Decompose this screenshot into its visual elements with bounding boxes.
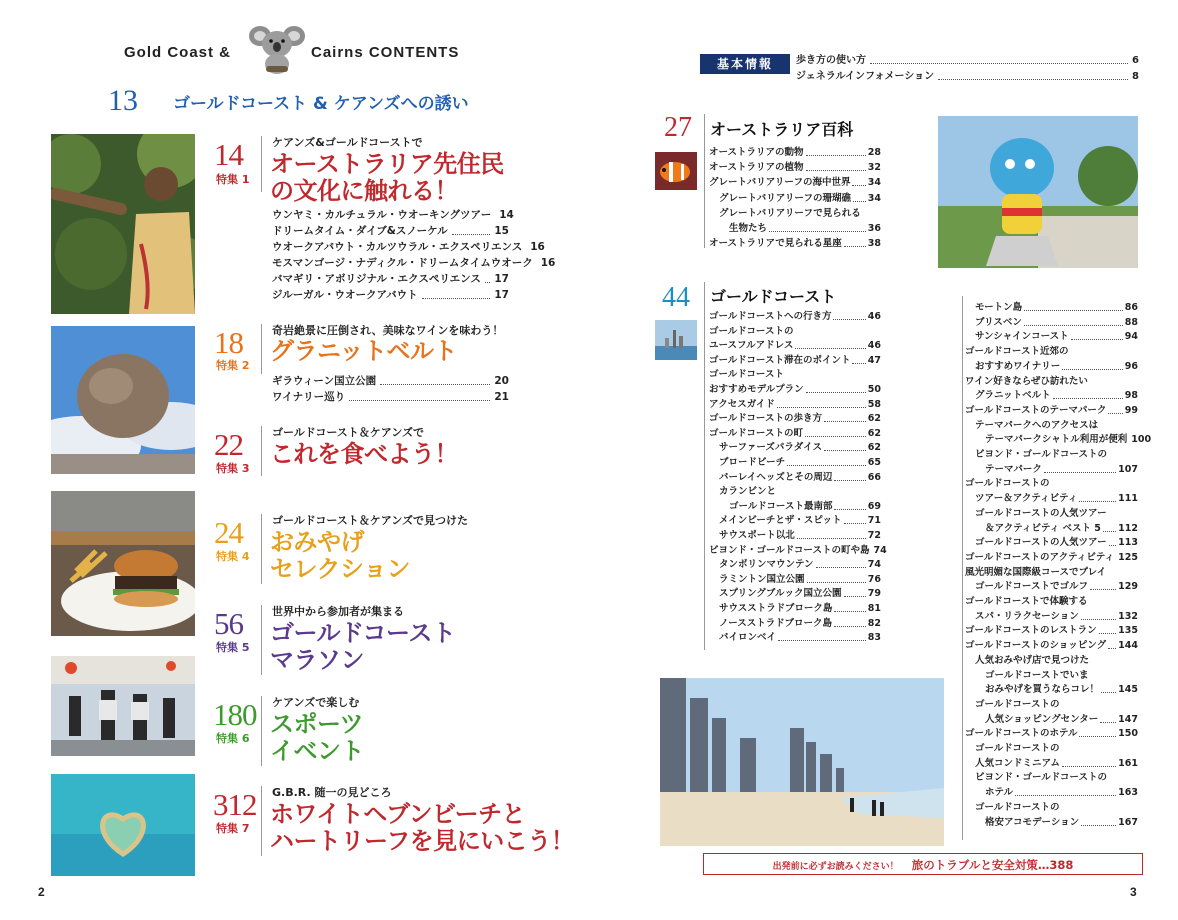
toc-entry-label: ビヨンド・ゴールドコーストの町や島	[709, 544, 870, 556]
feature-3-number: 22	[214, 427, 243, 462]
toc-entry[interactable]	[965, 344, 1138, 359]
toc-entry[interactable]	[965, 374, 1138, 389]
feature-7-title-line-1: ホワイトヘブンビーチと	[270, 800, 526, 828]
feature-6-subtitle: ケアンズで楽しむ	[272, 696, 360, 709]
feature-3-title-line-1: これを食べよう！	[270, 440, 458, 468]
koala-illustration	[246, 22, 308, 74]
header-title-right: Cairns CONTENTS	[311, 44, 460, 61]
toc-entry[interactable]	[985, 785, 1138, 800]
toc-entry-label: スパ・リラクセーション	[975, 610, 1079, 622]
toc-entry-label: 風光明媚な国際級コースでプレイ	[965, 566, 1107, 578]
toc-entry[interactable]	[719, 470, 881, 485]
photo-mascot	[938, 116, 1138, 268]
feature-2-item-label: ギラウィーン国立公園	[272, 375, 377, 387]
feature-5-number: 56	[214, 606, 243, 641]
feature-6-title-line-1: スポーツ	[270, 710, 364, 738]
toc-entry-page: 107	[1118, 463, 1138, 475]
feature-3-divider	[261, 426, 262, 476]
feature-1-item[interactable]	[272, 288, 509, 303]
feature-5-title-line-1: ゴールドコースト	[270, 619, 456, 647]
toc-entry-page: 50	[867, 384, 881, 395]
toc-entry-label: テーマパークシャトル利用が便利	[985, 434, 1128, 446]
toc-entry[interactable]	[709, 397, 881, 412]
toc-entry[interactable]	[975, 418, 1138, 433]
toc-entry-label: おすすめモデルプラン	[709, 384, 804, 395]
toc-entry[interactable]	[985, 668, 1138, 683]
feature-6-divider	[261, 696, 262, 766]
toc-entry-label: スプリングブルック国立公園	[719, 588, 842, 600]
encyclopedia-title: オーストラリア百科	[710, 120, 854, 139]
feature-2-title-line-1: グラニットベルト	[270, 337, 458, 365]
toc-entry-label: ゴールドコーストのホテル	[965, 728, 1078, 740]
goldcoast-col2-divider	[962, 296, 963, 840]
toc-entry[interactable]	[975, 491, 1138, 506]
toc-entry-page: 47	[867, 354, 881, 366]
toc-entry-label: オーストラリアの動物	[709, 147, 804, 158]
toc-entry-label: カランビンと	[719, 486, 777, 498]
feature-1-item-label: ジルーガル・ウオークアバウト	[272, 289, 418, 301]
feature-1-item-page: 17	[494, 289, 509, 301]
feature-3-label: 特集 3	[216, 462, 250, 475]
toc-entry-page: 76	[867, 573, 881, 585]
encyclopedia-divider	[704, 114, 705, 248]
toc-entry-label: サウスポート以北	[719, 530, 795, 541]
feature-1-item[interactable]	[272, 256, 556, 271]
toc-entry-label: 生物たち	[729, 223, 768, 234]
feature-4-number: 24	[214, 515, 243, 550]
feature-1-item-page: 14	[499, 209, 514, 221]
feature-1-item-label: ドリームタイム・ダイブ&スノーケル	[272, 225, 448, 237]
toc-entry[interactable]	[965, 550, 1138, 565]
toc-entry-page: 135	[1118, 625, 1138, 637]
basic-info-item[interactable]	[796, 53, 1139, 68]
toc-entry-label: ゴールドコーストの町	[709, 427, 803, 439]
feature-6-number: 180	[213, 697, 257, 732]
feature-5-subtitle: 世界中から参加者が集まる	[272, 605, 404, 618]
toc-entry[interactable]	[975, 741, 1138, 756]
toc-entry[interactable]	[709, 367, 881, 382]
feature-1-item[interactable]	[272, 240, 545, 255]
toc-entry-label: ゴールドコーストの	[975, 743, 1060, 754]
toc-entry[interactable]	[975, 447, 1138, 462]
feature-4-subtitle: ゴールドコースト＆ケアンズで見つけた	[272, 514, 469, 527]
toc-entry-label: ゴールドコーストへの行き方	[709, 311, 832, 322]
toc-entry[interactable]	[709, 426, 881, 441]
toc-entry-label: ゴールドコーストのアクティビティ	[965, 551, 1115, 563]
toc-entry[interactable]	[975, 388, 1138, 403]
toc-entry-label: グラニットベルト	[975, 390, 1051, 402]
toc-entry[interactable]	[709, 309, 881, 324]
toc-entry-page: 74	[867, 559, 881, 571]
toc-entry-page: 34	[867, 177, 881, 189]
toc-entry[interactable]	[975, 800, 1138, 815]
toc-entry[interactable]	[709, 543, 887, 558]
basic-info-badge: 基本情報	[700, 54, 790, 74]
toc-entry[interactable]	[985, 815, 1138, 830]
toc-entry-label: サンシャインコースト	[975, 331, 1069, 343]
toc-entry-page: 167	[1118, 816, 1138, 828]
toc-entry-page: 163	[1118, 787, 1138, 799]
toc-entry-label: グレートバリアリーフの海中世界	[709, 177, 851, 189]
feature-2-label: 特集 2	[216, 359, 250, 372]
photo-aboriginal-guide	[51, 134, 195, 314]
feature-1-item[interactable]	[272, 272, 509, 287]
toc-entry[interactable]	[975, 315, 1138, 330]
safety-notice-small: 出発前に必ずお読みください！	[772, 862, 899, 872]
photo-goldcoast-beach	[660, 678, 944, 846]
intro-page-number: 13	[108, 84, 138, 117]
feature-5-label: 特集 5	[216, 641, 250, 654]
feature-2-item-page: 21	[494, 391, 509, 403]
toc-entry[interactable]	[975, 359, 1138, 374]
toc-entry-label: バイロンベイ	[719, 632, 777, 644]
toc-entry-label: ゴールドコーストの人気ツアー	[975, 507, 1107, 519]
toc-entry[interactable]	[975, 653, 1138, 668]
basic-info-item-label: ジェネラルインフォメーション	[796, 71, 935, 82]
toc-entry[interactable]	[985, 682, 1138, 697]
toc-entry[interactable]	[975, 506, 1138, 521]
toc-entry[interactable]	[729, 499, 881, 514]
feature-1-item-label: バマギリ・アボリジナル・エクスペリエンス	[272, 273, 481, 285]
toc-entry-page: 86	[1124, 302, 1138, 313]
toc-entry-page: 36	[867, 223, 881, 234]
toc-entry[interactable]	[719, 630, 881, 645]
toc-entry-label: ゴールドコーストでいま	[985, 669, 1089, 681]
feature-1-label: 特集 1	[216, 173, 250, 186]
feature-2-item-label: ワイナリー巡り	[272, 391, 346, 403]
toc-entry-page: 83	[867, 632, 881, 644]
toc-entry-page: 129	[1118, 581, 1138, 593]
toc-entry-page: 46	[867, 340, 881, 352]
toc-entry[interactable]	[965, 403, 1138, 418]
toc-entry-page: 66	[867, 471, 881, 483]
toc-entry[interactable]	[975, 697, 1138, 712]
toc-entry-label: メインビーチとザ・スピット	[719, 515, 842, 527]
toc-entry-label: ホテル	[985, 787, 1014, 799]
toc-entry-label: 格安アコモデーション	[985, 816, 1080, 828]
feature-4-title-line-1: おみやげ	[270, 528, 364, 556]
goldcoast-number: 44	[662, 282, 690, 313]
toc-entry-label: モートン島	[975, 302, 1023, 313]
toc-entry-label: ゴールドコーストで体験する	[965, 596, 1088, 607]
toc-entry[interactable]	[719, 557, 881, 572]
toc-entry-page: 62	[867, 427, 881, 439]
feature-5-divider	[261, 605, 262, 675]
basic-info-item[interactable]	[796, 69, 1139, 84]
toc-entry-page: 132	[1118, 610, 1138, 622]
feature-1-title-line-2: の文化に触れる！	[270, 177, 458, 205]
toc-entry-page: 113	[1118, 537, 1138, 549]
goldcoast-title: ゴールドコースト	[710, 287, 837, 306]
feature-2-item[interactable]	[272, 390, 509, 405]
toc-entry[interactable]	[985, 712, 1138, 727]
toc-entry[interactable]	[985, 462, 1138, 477]
toc-entry[interactable]	[719, 455, 881, 470]
safety-notice-main: 旅のトラブルと安全対策…388	[911, 858, 1074, 872]
toc-entry[interactable]	[975, 535, 1138, 550]
feature-1-item-label: ウンヤミ・カルチュラル・ウオーキングツアー	[272, 209, 492, 221]
toc-entry-page: 69	[867, 500, 881, 512]
toc-entry-page: 96	[1124, 360, 1138, 372]
toc-entry-label: 人気おみやげ店で見つけた	[975, 654, 1090, 666]
toc-entry[interactable]	[965, 638, 1138, 653]
toc-entry[interactable]	[719, 528, 881, 543]
toc-entry-label: おすすめワイナリー	[975, 360, 1061, 372]
toc-entry[interactable]	[985, 521, 1138, 536]
toc-entry[interactable]	[719, 572, 881, 587]
toc-entry[interactable]	[985, 432, 1152, 447]
header-title-left: Gold Coast &	[124, 44, 232, 61]
photo-marathon	[51, 656, 195, 756]
toc-entry[interactable]	[965, 476, 1138, 491]
toc-entry-label: ゴールドコーストの	[975, 698, 1060, 710]
toc-entry[interactable]	[719, 440, 881, 455]
toc-entry-label: オーストラリアで見られる星座	[709, 238, 842, 250]
toc-entry[interactable]	[709, 411, 881, 426]
toc-entry-label: サーファーズパラダイス	[719, 442, 822, 454]
toc-entry-label: ワイン好きならぜひ訪れたい	[965, 375, 1088, 387]
toc-entry-page: 150	[1118, 728, 1138, 740]
feature-2-item[interactable]	[272, 374, 509, 389]
toc-entry-label: おみやげを買うならコレ！	[985, 684, 1100, 696]
toc-entry-label: ゴールドコーストの歩き方	[709, 413, 822, 425]
basic-info-item-page: 8	[1132, 71, 1139, 82]
toc-entry-page: 79	[867, 588, 881, 600]
safety-notice[interactable]	[703, 853, 1143, 875]
toc-entry-page: 74	[873, 544, 887, 556]
toc-entry-label: ラミントン国立公園	[719, 573, 805, 585]
toc-entry-label: アクセスガイド	[709, 398, 775, 410]
toc-entry[interactable]	[719, 206, 881, 221]
toc-entry-label: ユースフルアドレス	[709, 340, 794, 352]
feature-1-item-page: 17	[494, 273, 509, 285]
toc-entry[interactable]	[975, 756, 1138, 771]
toc-entry[interactable]	[719, 601, 881, 616]
toc-entry-label: ゴールドコーストの	[965, 478, 1050, 490]
toc-entry-page: 81	[867, 603, 881, 614]
toc-entry-page: 161	[1118, 757, 1138, 769]
toc-entry[interactable]	[719, 484, 881, 499]
feature-1-item-label: モスマンゴージ・ナディクル・ドリームタイムウオーク	[272, 257, 533, 269]
feature-2-number: 18	[214, 325, 243, 360]
toc-entry[interactable]	[975, 609, 1138, 624]
toc-entry-label: ゴールドコーストの人気ツアー	[975, 537, 1107, 549]
toc-entry-label: ビヨンド・ゴールドコーストの	[975, 772, 1107, 784]
toc-entry-page: 94	[1124, 331, 1138, 343]
toc-entry-page: 98	[1124, 390, 1138, 402]
feature-1-item-page: 16	[540, 257, 556, 269]
photo-burger	[51, 491, 195, 636]
toc-entry[interactable]	[709, 175, 881, 190]
intro-title: ゴールドコースト & ケアンズへの誘い	[173, 94, 469, 114]
feature-6-label: 特集 6	[216, 732, 250, 745]
toc-entry-label: ゴールドコースト	[709, 369, 784, 381]
toc-entry[interactable]	[719, 586, 881, 601]
toc-entry-label: ゴールドコーストのテーマパーク	[965, 404, 1107, 416]
feature-7-label: 特集 7	[216, 822, 250, 835]
toc-entry-page: 125	[1118, 551, 1138, 563]
basic-info-item-page: 6	[1132, 55, 1139, 66]
feature-4-label: 特集 4	[216, 550, 250, 563]
toc-entry-page: 99	[1124, 404, 1138, 416]
photo-clownfish	[655, 152, 697, 190]
toc-entry[interactable]	[719, 513, 881, 528]
toc-entry-page: 100	[1131, 434, 1152, 446]
toc-entry-label: オーストラリアの植物	[709, 162, 804, 174]
toc-entry-label: 人気コンドミニアム	[975, 757, 1060, 769]
toc-entry[interactable]	[709, 160, 881, 175]
feature-6-title-line-2: イベント	[270, 737, 364, 765]
toc-entry[interactable]	[709, 145, 881, 160]
toc-entry-label: ノースストラドブローク島	[719, 617, 832, 629]
toc-entry-label: テーマパークへのアクセスは	[975, 419, 1099, 431]
toc-entry-page: 82	[867, 617, 881, 629]
feature-3-subtitle: ゴールドコースト＆ケアンズで	[272, 426, 425, 439]
toc-entry-label: バーレイヘッズとその周辺	[719, 471, 833, 483]
toc-entry[interactable]	[719, 616, 881, 631]
toc-entry-page: 145	[1118, 684, 1138, 696]
toc-entry-page: 111	[1118, 493, 1138, 505]
toc-entry-page: 58	[867, 398, 881, 410]
toc-entry-page: 32	[867, 162, 881, 174]
feature-5-title-line-2: マラソン	[270, 646, 364, 674]
toc-entry[interactable]	[709, 382, 881, 397]
toc-entry[interactable]	[975, 770, 1138, 785]
feature-2-divider	[261, 324, 262, 374]
toc-entry-label: ゴールドコーストでゴルフ	[975, 581, 1088, 593]
toc-entry-label: ゴールドコーストの	[975, 801, 1060, 813]
toc-entry-label: ゴールドコースト最南部	[729, 500, 833, 512]
feature-1-item-label: ウオークアバウト・カルツウラル・エクスペリエンス	[272, 241, 523, 253]
toc-entry-page: 88	[1124, 316, 1138, 328]
toc-entry-label: ゴールドコースト滞在のポイント	[709, 354, 851, 366]
toc-entry[interactable]	[719, 191, 881, 206]
toc-entry[interactable]	[975, 579, 1138, 594]
encyclopedia-number: 27	[664, 112, 692, 143]
toc-entry-page: 71	[867, 515, 881, 527]
toc-entry[interactable]	[729, 221, 881, 236]
feature-4-divider	[261, 514, 262, 584]
toc-entry-label: 人気ショッピングセンター	[985, 713, 1099, 725]
feature-1-subtitle: ケアンズ&ゴールドコーストで	[272, 136, 423, 149]
toc-entry-page: 62	[867, 442, 881, 454]
toc-entry-page: 144	[1118, 640, 1138, 652]
toc-entry-page: 65	[867, 457, 881, 468]
toc-entry[interactable]	[975, 300, 1138, 315]
feature-1-item-page: 16	[530, 241, 545, 253]
toc-entry[interactable]	[709, 236, 881, 251]
page-number-right: 3	[1130, 885, 1137, 899]
toc-entry-label: ゴールドコーストの	[709, 325, 794, 337]
toc-entry-label: ブリスベン	[975, 316, 1022, 328]
toc-entry-label: ゴールドコースト近郊の	[965, 346, 1069, 358]
toc-entry[interactable]	[965, 594, 1138, 609]
goldcoast-divider	[704, 282, 705, 650]
toc-entry-label: ＆アクティビティ ベスト 5	[985, 522, 1101, 534]
toc-entry-label: タンボリンマウンテン	[719, 559, 814, 571]
toc-entry-page: 34	[867, 192, 881, 204]
feature-4-title-line-2: セレクション	[270, 555, 411, 583]
toc-entry[interactable]	[965, 623, 1138, 638]
toc-entry-label: ツアー＆アクティビティ	[975, 493, 1078, 505]
basic-info-item-label: 歩き方の使い方	[796, 55, 866, 66]
toc-entry-label: ビヨンド・ゴールドコーストの	[975, 449, 1107, 460]
toc-entry-label: グレートバリアリーフで見られる	[719, 207, 861, 219]
photo-balancing-rock	[51, 326, 195, 474]
feature-1-item[interactable]	[272, 208, 514, 223]
toc-entry[interactable]	[965, 726, 1138, 741]
feature-2-subtitle: 奇岩絶景に圧倒され、美味なワインを味わう！	[272, 324, 504, 337]
toc-entry[interactable]	[709, 324, 881, 339]
toc-entry-label: サウスストラドブローク島	[719, 603, 833, 614]
toc-entry-page: 38	[867, 238, 881, 250]
feature-1-number: 14	[214, 137, 243, 172]
toc-entry-label: ブロードビーチ	[719, 457, 786, 468]
toc-entry[interactable]	[975, 329, 1138, 344]
photo-heart-reef	[51, 774, 195, 876]
photo-goldcoast-skyline-small	[655, 320, 697, 360]
toc-entry-page: 147	[1118, 713, 1138, 725]
toc-entry-page: 112	[1118, 522, 1138, 534]
toc-entry-label: テーマパーク	[985, 463, 1042, 475]
toc-entry-page: 72	[867, 530, 881, 541]
feature-7-divider	[261, 786, 262, 856]
toc-entry-label: ゴールドコーストのショッピング	[965, 640, 1107, 652]
feature-1-divider	[261, 136, 262, 192]
feature-1-title-line-1: オーストラリア先住民	[270, 150, 504, 178]
feature-7-number: 312	[213, 787, 257, 822]
toc-entry[interactable]	[709, 353, 881, 368]
feature-2-item-page: 20	[494, 375, 509, 387]
feature-1-item[interactable]	[272, 224, 509, 239]
page-number-left: 2	[38, 885, 45, 899]
toc-entry[interactable]	[709, 338, 881, 353]
toc-entry[interactable]	[965, 565, 1138, 580]
toc-entry-page: 46	[867, 311, 881, 322]
feature-7-title-line-2: ハートリーフを見にいこう！	[270, 827, 575, 855]
toc-entry-label: グレートバリアリーフの珊瑚礁	[719, 192, 851, 204]
toc-entry-page: 28	[867, 147, 881, 158]
toc-entry-page: 62	[867, 413, 881, 425]
feature-7-subtitle: G.B.R. 随一の見どころ	[272, 786, 392, 799]
toc-entry-label: ゴールドコーストのレストラン	[965, 625, 1097, 637]
feature-1-item-page: 15	[494, 225, 509, 237]
